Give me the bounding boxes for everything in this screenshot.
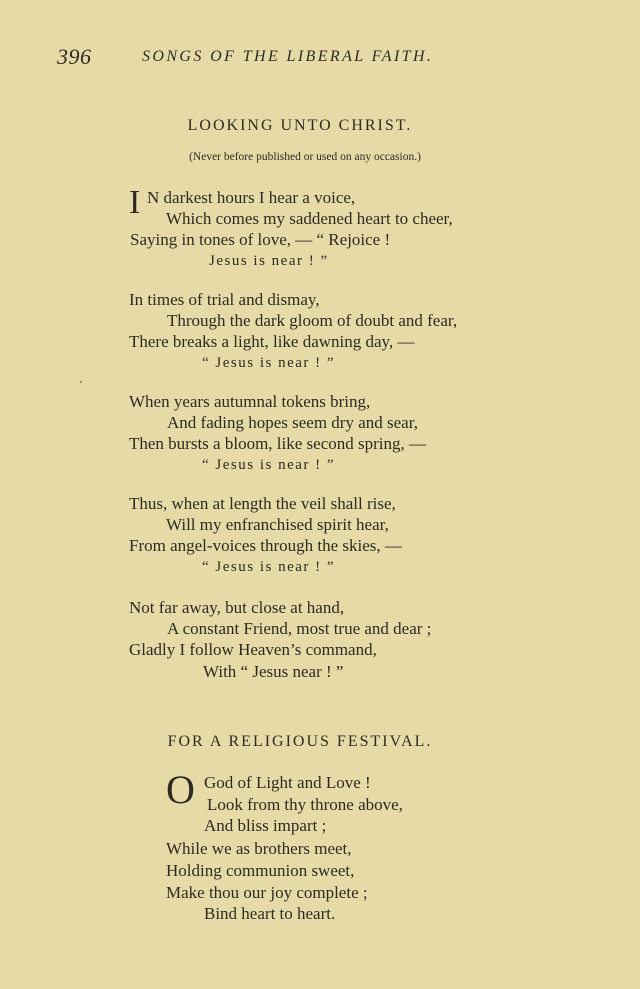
poem-note: (Never before published or used on any occasion.)	[189, 151, 421, 163]
poem-title-for-a-religious-festival: FOR A RELIGIOUS FESTIVAL.	[167, 733, 433, 750]
refrain-line	[203, 662, 343, 682]
verse-line: Look from thy throne above,	[207, 795, 403, 814]
verse-line: From angel-voices through the skies, —	[129, 536, 402, 555]
verse-line: Not far away, but close at hand,	[129, 598, 345, 617]
verse-line: While we as brothers meet,	[166, 839, 352, 858]
poem-title-looking-unto-christ: LOOKING UNTO CHRIST.	[187, 117, 413, 134]
running-header	[0, 44, 640, 74]
verse-line: There breaks a light, like dawning day, —	[129, 332, 415, 351]
verse-line: Then bursts a bloom, like second spring, —	[129, 434, 426, 453]
drop-cap-o: O	[166, 767, 195, 812]
refrain-line: Jesus is near ! ”	[209, 253, 329, 269]
verse-line: And fading hopes seem dry and sear,	[167, 413, 418, 432]
page-number: 396	[57, 44, 92, 69]
verse-line: Bind heart to heart.	[204, 904, 336, 923]
verse-line: Make thou our joy complete ;	[166, 883, 368, 902]
verse-line: Thus, when at length the veil shall rise,	[129, 494, 396, 513]
verse-line: In times of trial and dismay,	[129, 290, 320, 309]
verse-line: Which comes my saddened heart to cheer,	[166, 209, 453, 228]
refrain-text: With “ Jesus near ! ”	[203, 662, 344, 681]
verse-line: And bliss impart ;	[204, 816, 327, 835]
verse-line: A constant Friend, most true and dear ;	[167, 619, 432, 638]
verse-line: Gladly I follow Heaven’s command,	[129, 640, 377, 659]
verse-line: Holding communion sweet,	[166, 861, 355, 880]
verse-line: Through the dark gloom of doubt and fear,	[167, 311, 458, 330]
drop-cap-i: I	[129, 184, 141, 221]
paper-speck	[80, 381, 82, 383]
verse-line: N darkest hours I hear a voice,	[147, 188, 356, 207]
verse-line: God of Light and Love !	[204, 773, 371, 792]
refrain-line: “ Jesus is near ! ”	[202, 559, 336, 575]
running-title: SONGS OF THE LIBERAL FAITH.	[142, 48, 434, 65]
refrain-line: “ Jesus is near ! ”	[202, 355, 336, 371]
verse-line: When years autumnal tokens bring,	[129, 392, 371, 411]
refrain-line: “ Jesus is near ! ”	[202, 457, 336, 473]
verse-line: Will my enfranchised spirit hear,	[166, 515, 389, 534]
verse-line: Saying in tones of love, — “ Rejoice !	[130, 230, 391, 249]
